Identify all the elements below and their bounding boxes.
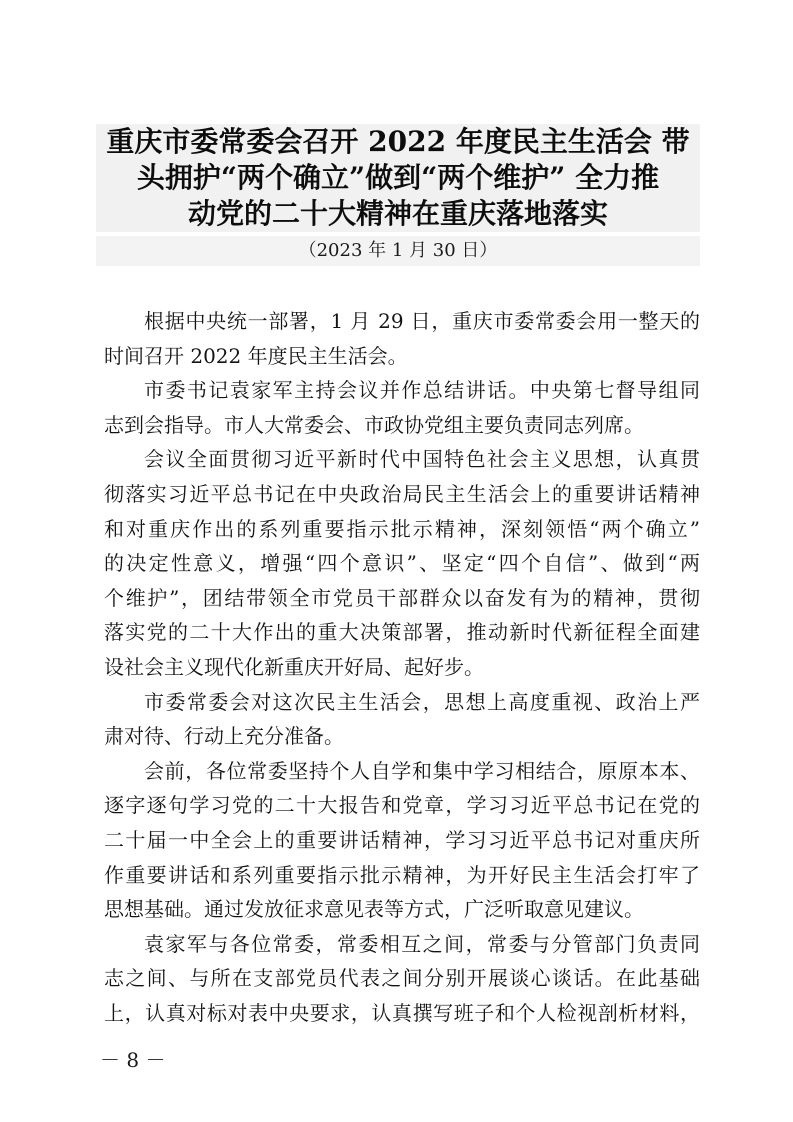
text-line: 上，认真对标对表中央要求，认真撰写班子和个人检视剖析材料， (104, 1000, 700, 1025)
document-body (104, 304, 700, 1030)
document-date: （2023 年 1 月 30 日） (96, 236, 700, 266)
text-line: 二十届一中全会上的重要讲话精神，学习习近平总书记对重庆所 (104, 827, 700, 852)
text-line: 会议全面贯彻习近平新时代中国特色社会主义思想，认真贯 (144, 447, 700, 472)
text-line: 作重要讲话和系列重要指示批示精神，为开好民主生活会打牢了 (104, 862, 700, 887)
text-line: 落实党的二十大作出的重大决策部署，推动新时代新征程全面建 (104, 620, 700, 645)
text-line: 志之间、与所在支部党员代表之间分别开展谈心谈话。在此基础 (104, 966, 700, 991)
paragraph (104, 442, 700, 684)
text-line: 逐字逐句学习党的二十大报告和党章，学习习近平总书记在党的 (104, 793, 700, 818)
paragraph (104, 754, 700, 927)
text-line: 思想基础。通过发放征求意见表等方式，广泛听取意见建议。 (104, 897, 644, 922)
text-line: 个维护”，团结带领全市党员干部群众以奋发有为的精神，贯彻 (104, 585, 700, 610)
text-line: 肃对待、行动上充分准备。 (104, 724, 344, 749)
title-line: 头拥护“两个确立”做到“两个维护” 全力推 (136, 161, 660, 194)
page-number: － 8 － (100, 1048, 166, 1072)
text-line: 会前，各位常委坚持个人自学和集中学习相结合，原原本本、 (144, 758, 700, 783)
text-line: 和对重庆作出的系列重要指示批示精神，深刻领悟“两个确立” (104, 516, 700, 541)
paragraph (104, 927, 700, 1031)
paragraph (104, 685, 700, 754)
text-line: 时间召开 2022 年度民主生活会。 (104, 343, 408, 368)
text-line: 志到会指导。市人大常委会、市政协党组主要负责同志列席。 (104, 412, 644, 437)
text-line: 市委常委会对这次民主生活会，思想上高度重视、政治上严 (144, 689, 700, 714)
text-line: 设社会主义现代化新重庆开好局、起好步。 (104, 654, 484, 679)
paragraph (104, 304, 700, 373)
text-line: 彻落实习近平总书记在中央政治局民主生活会上的重要讲话精神 (104, 481, 700, 506)
text-line: 的决定性意义，增强“四个意识”、坚定“四个自信”、做到“两 (104, 551, 700, 576)
title-line: 重庆市委常委会召开 2022 年度民主生活会 带 (106, 125, 690, 158)
text-line: 袁家军与各位常委，常委相互之间，常委与分管部门负责同 (144, 931, 700, 956)
text-line: 市委书记袁家军主持会议并作总结讲话。中央第七督导组同 (144, 378, 700, 403)
text-line: 根据中央统一部署，1 月 29 日，重庆市委常委会用一整天的 (144, 309, 700, 333)
paragraph (104, 373, 700, 442)
document-title (96, 124, 700, 232)
title-line: 动党的二十大精神在重庆落地落实 (187, 197, 608, 230)
